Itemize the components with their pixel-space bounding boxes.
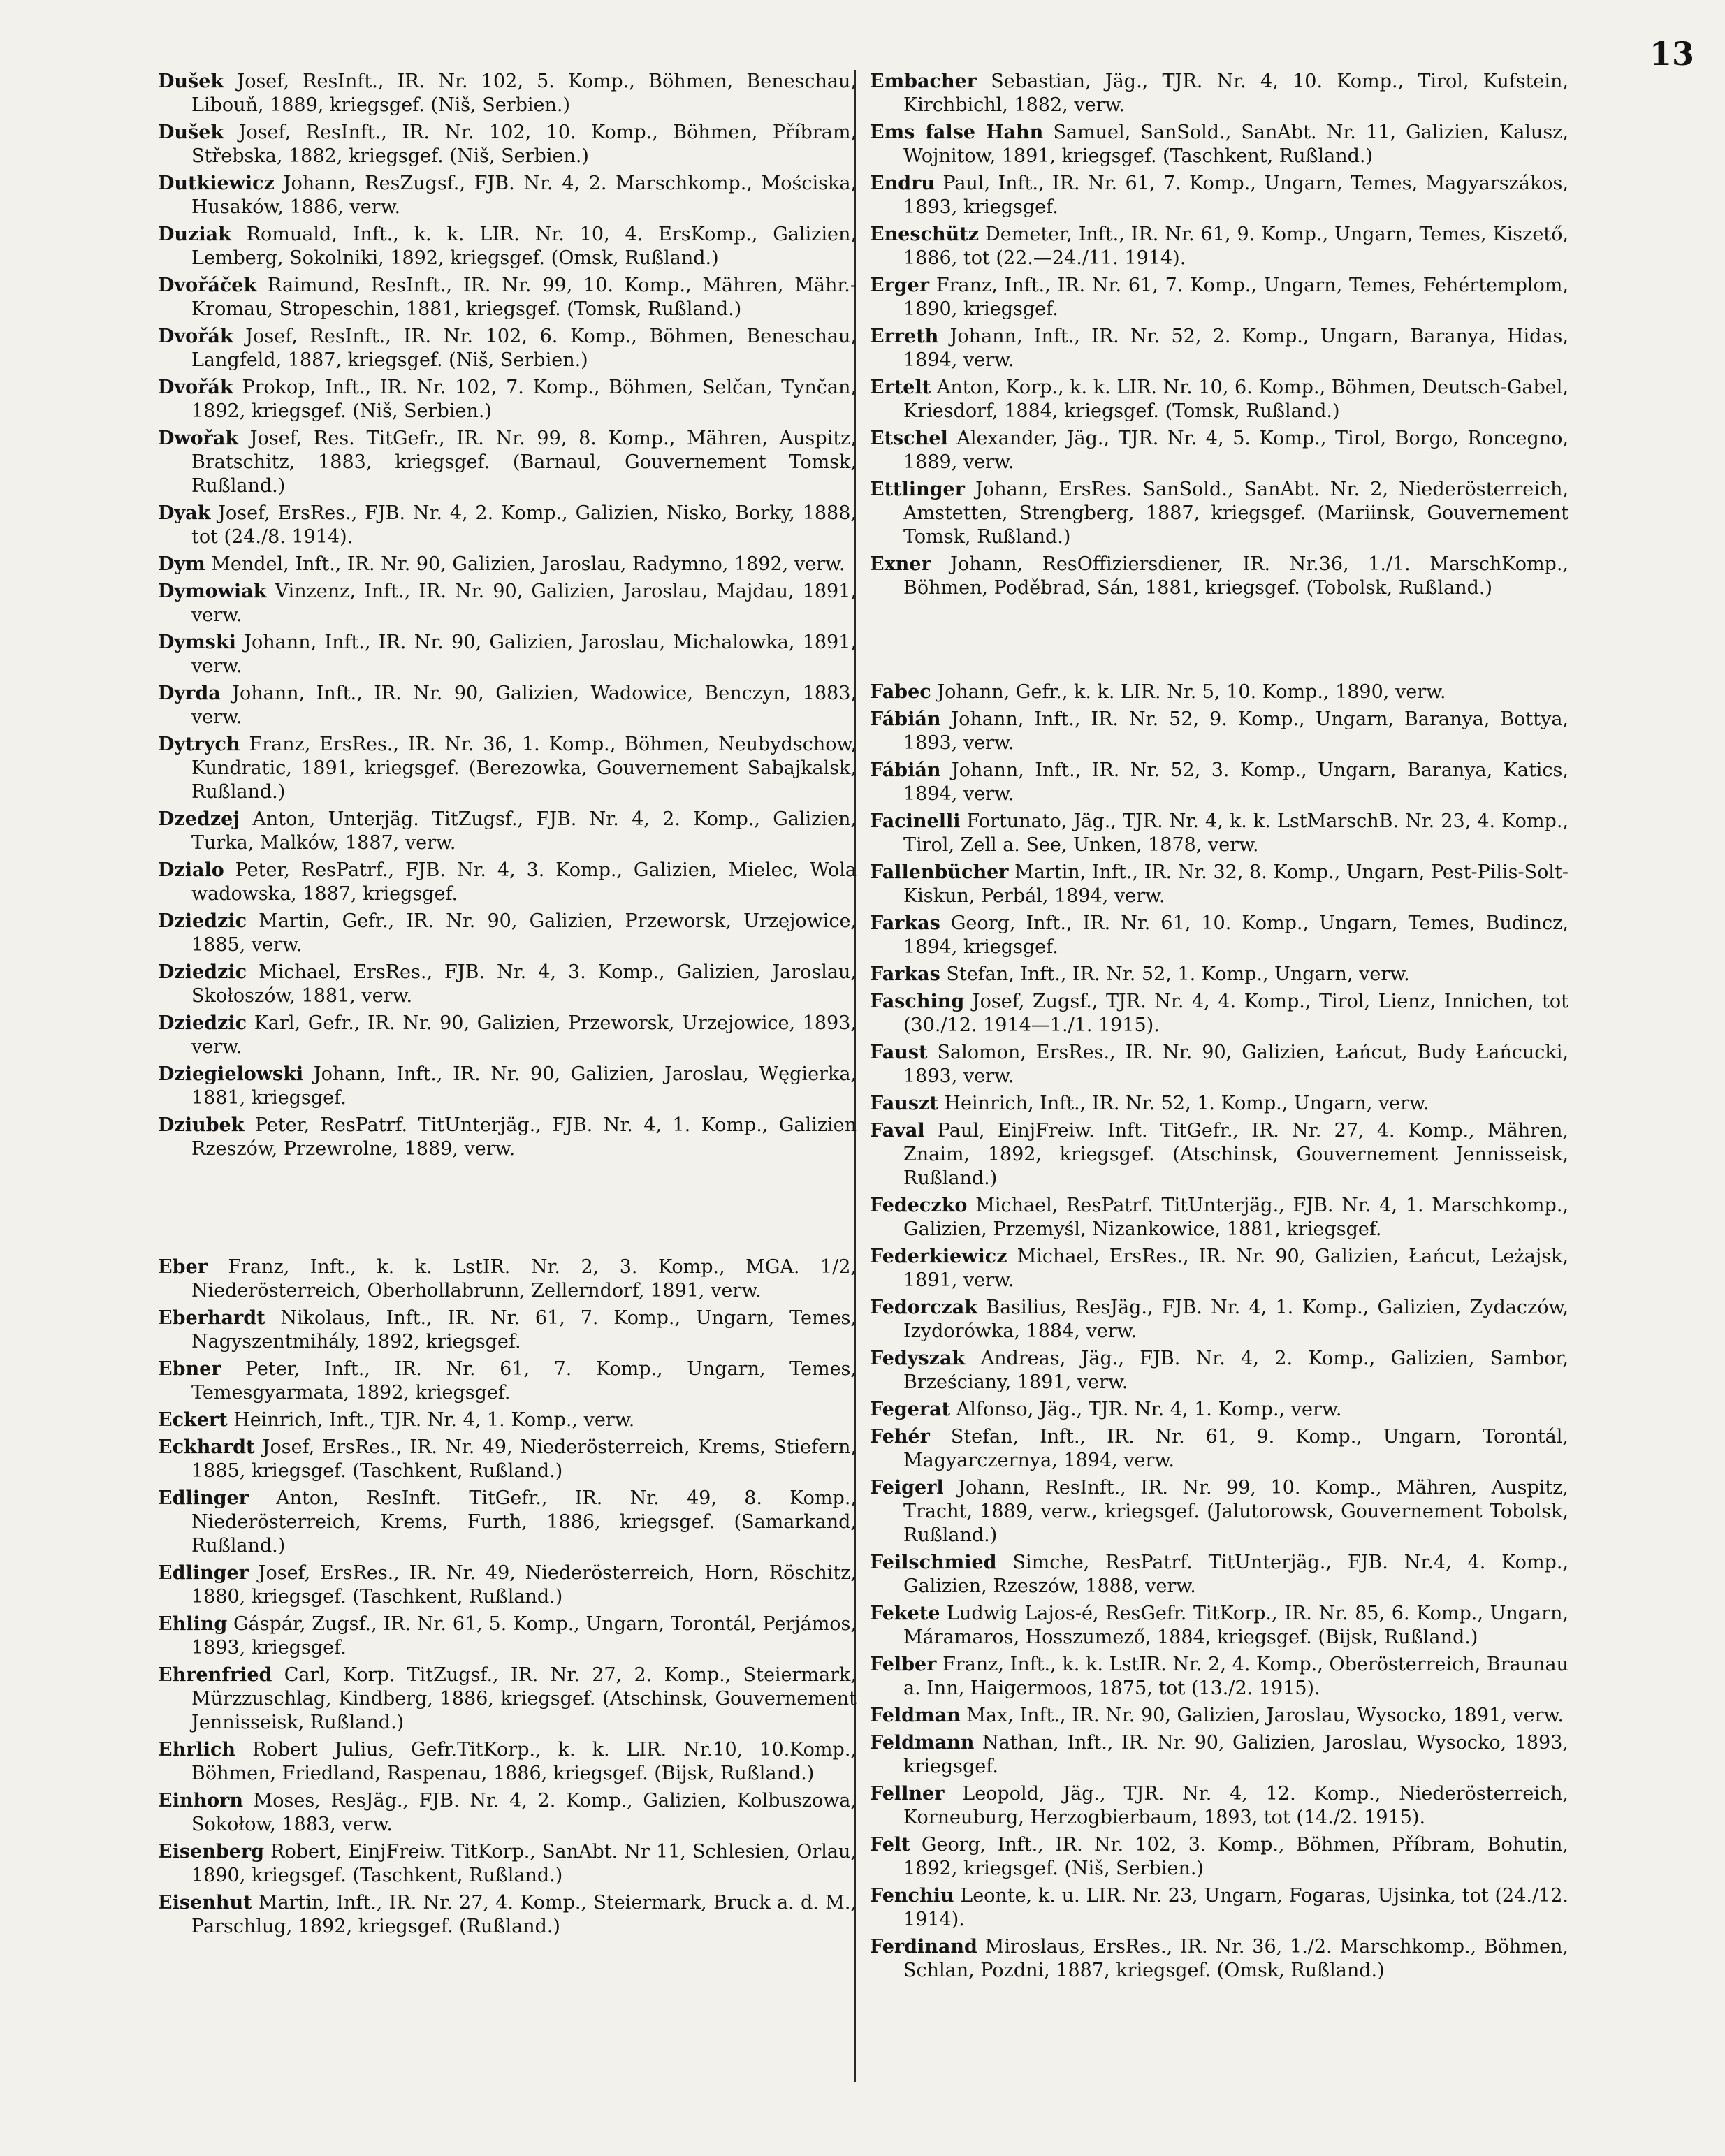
entry-surname: Fasching [870, 991, 965, 1012]
entry-surname: Fedeczko [870, 1195, 968, 1216]
entry-surname: Ferdinand [870, 1936, 977, 1958]
entry-details: Leonte, k. u. LIR. Nr. 23, Ungarn, Fogaras, Ujsinka, tot (24./12. 1914). [903, 1885, 1568, 1930]
entry-surname: Eckert [158, 1409, 228, 1431]
entry-surname: Felt [870, 1834, 910, 1856]
entry-group-e [158, 1255, 857, 1939]
entry-surname: Ertelt [870, 377, 931, 398]
entry-details: Martin, Inft., IR. Nr. 27, 4. Komp., Steiermark, Bruck a. d. M., Parschlug, 1892, kriegsgef. (Rußland.) [191, 1892, 857, 1937]
entry-details: Johann, Inft., IR. Nr. 52, 2. Komp., Ungarn, Baranya, Hidas, 1894, verw. [903, 326, 1568, 371]
entry-surname: Dziedzic [158, 961, 247, 983]
entry-details: Georg, Inft., IR. Nr. 102, 3. Komp., Böhmen, Příbram, Bohutin, 1892, kriegsgef. (Niš, Serbien.) [903, 1834, 1568, 1879]
list-item [158, 1840, 857, 1888]
entry-surname: Dymski [158, 632, 236, 653]
entry-surname: Ehrlich [158, 1739, 236, 1761]
entry-surname: Dušek [158, 122, 224, 143]
entry-surname: Erger [870, 275, 930, 296]
list-item [870, 172, 1568, 219]
list-item [870, 1476, 1568, 1547]
entry-surname: Fedyszak [870, 1348, 966, 1369]
entry-surname: Fallenbücher [870, 861, 1009, 883]
list-item [870, 1884, 1568, 1932]
entry-surname: Eisenhut [158, 1892, 252, 1914]
list-item [870, 70, 1568, 117]
entry-details: Martin, Gefr., IR. Nr. 90, Galizien, Przeworsk, Urzejowice, 1885, verw. [191, 910, 857, 956]
entry-surname: Erreth [870, 326, 939, 347]
entry-surname: Dyak [158, 502, 211, 524]
entry-details: Andreas, Jäg., FJB. Nr. 4, 2. Komp., Galizien, Sambor, Brześciany, 1891, verw. [903, 1348, 1568, 1393]
entry-surname: Ehling [158, 1613, 228, 1635]
entry-details: Martin, Inft., IR. Nr. 32, 8. Komp., Ungarn, Pest-Pilis-Solt-Kiskun, Perbál, 1894, verw. [903, 861, 1568, 907]
entry-details: Peter, Inft., IR. Nr. 61, 7. Komp., Ungarn, Temes, Temesgyarmata, 1892, kriegsgef. [191, 1358, 857, 1404]
entry-surname: Ettlinger [870, 479, 965, 500]
list-item [870, 1551, 1568, 1598]
entry-surname: Ems false Hahn [870, 122, 1044, 143]
entry-surname: Dvořáček [158, 275, 257, 296]
entry-details: Franz, Inft., IR. Nr. 61, 7. Komp., Ungarn, Temes, Fehértemplom, 1890, kriegsgef. [903, 275, 1568, 320]
entry-details: Anton, ResInft. TitGefr., IR. Nr. 49, 8. Komp., Niederösterreich, Krems, Furth, 1886, kriegsgef. (Samarkand, Rußland.) [191, 1487, 857, 1557]
list-item [870, 274, 1568, 321]
list-item [870, 1704, 1568, 1728]
list-item [158, 1663, 857, 1735]
entry-details: Johann, Inft., IR. Nr. 90, Galizien, Wadowice, Benczyn, 1883, verw. [191, 683, 857, 728]
entry-surname: Eber [158, 1256, 208, 1278]
list-item [870, 990, 1568, 1037]
list-item [158, 859, 857, 906]
list-item [870, 912, 1568, 959]
entry-details: Robert, EinjFreiw. TitKorp., SanAbt. Nr 11, Schlesien, Orlau, 1890, kriegsgef. (Taschkent, Rußland.) [191, 1841, 857, 1886]
entry-details: Karl, Gefr., IR. Nr. 90, Galizien, Przeworsk, Urzejowice, 1893, verw. [191, 1012, 857, 1058]
list-item [870, 1398, 1568, 1422]
list-item [870, 1782, 1568, 1830]
entry-group-d [158, 70, 857, 1161]
entry-details: Salomon, ErsRes., IR. Nr. 90, Galizien, Łańcut, Budy Łańcucki, 1893, verw. [903, 1042, 1568, 1087]
entry-details: Max, Inft., IR. Nr. 90, Galizien, Jaroslau, Wysocko, 1891, verw. [960, 1705, 1564, 1726]
list-item [870, 325, 1568, 372]
entry-details: Nikolaus, Inft., IR. Nr. 61, 7. Komp., Ungarn, Temes, Nagyszentmihály, 1892, kriegsgef. [191, 1307, 857, 1353]
entry-surname: Dytrych [158, 734, 240, 755]
entry-details: Josef, ErsRes., FJB. Nr. 4, 2. Komp., Galizien, Nisko, Borky, 1888, tot (24./8. 1914). [191, 502, 857, 548]
list-item [158, 1063, 857, 1110]
list-item [158, 808, 857, 855]
entry-surname: Dym [158, 553, 205, 575]
list-item [158, 121, 857, 168]
entry-surname: Feilschmied [870, 1552, 997, 1573]
list-item [158, 1114, 857, 1161]
entry-surname: Farkas [870, 963, 940, 985]
list-item [158, 1436, 857, 1483]
entry-details: Johann, ResOffiziersdiener, IR. Nr.36, 1./1. MarschKomp., Böhmen, Poděbrad, Sán, 1881, kriegsgef. (Tobolsk, Rußland.) [903, 553, 1568, 599]
list-item [870, 1245, 1568, 1292]
entry-details: Ludwig Lajos-é, ResGefr. TitKorp., IR. Nr. 85, 6. Komp., Ungarn, Máramaros, Hosszumező, 1884, kriegsgef. (Bijsk, Rußland.) [903, 1603, 1568, 1648]
entry-details: Franz, ErsRes., IR. Nr. 36, 1. Komp., Böhmen, Neubydschow, Kundratic, 1891, kriegsgef. (Berezowka, Gouvernement Sabajkalsk, Rußland.) [191, 734, 857, 803]
list-item [158, 1561, 857, 1609]
entry-details: Heinrich, Inft., TJR. Nr. 4, 1. Komp., verw. [227, 1409, 635, 1431]
list-item [870, 223, 1568, 270]
list-item [158, 1408, 857, 1432]
list-item [870, 1731, 1568, 1779]
entry-surname: Ebner [158, 1358, 221, 1380]
list-item [870, 1425, 1568, 1473]
section-gap [158, 1165, 857, 1255]
list-item [158, 1789, 857, 1837]
entry-details: Michael, ErsRes., IR. Nr. 90, Galizien, Łańcut, Leżajsk, 1891, verw. [903, 1246, 1568, 1291]
entry-surname: Exner [870, 553, 931, 575]
entry-surname: Dziegielowski [158, 1063, 304, 1085]
entry-surname: Fedorczak [870, 1297, 977, 1318]
entry-details: Mendel, Inft., IR. Nr. 90, Galizien, Jaroslau, Radymno, 1892, verw. [205, 553, 845, 575]
entry-surname: Eberhardt [158, 1307, 265, 1329]
entry-details: Peter, ResPatrf., FJB. Nr. 4, 3. Komp., Galizien, Mielec, Wola wadowska, 1887, kriegsgef. [191, 859, 857, 905]
entry-details: Moses, ResJäg., FJB. Nr. 4, 2. Komp., Galizien, Kolbuszowa, Sokołow, 1883, verw. [191, 1790, 857, 1835]
list-item [158, 1612, 857, 1660]
entry-details: Paul, Inft., IR. Nr. 61, 7. Komp., Ungarn, Temes, Magyarszákos, 1893, kriegsgef. [903, 173, 1568, 218]
entry-details: Johann, ResInft., IR. Nr. 99, 10. Komp., Mähren, Auspitz, Tracht, 1889, verw., kriegsgef. (Jalutorowsk, Gouvernement Tobolsk, Rußland.) [903, 1477, 1568, 1546]
list-item [158, 1487, 857, 1558]
entry-details: Sebastian, Jäg., TJR. Nr. 4, 10. Komp., Tirol, Kufstein, Kirchbichl, 1882, verw. [903, 71, 1568, 116]
page-number: 13 [1649, 35, 1694, 73]
list-item [870, 1041, 1568, 1088]
entry-details: Johann, Inft., IR. Nr. 52, 3. Komp., Ungarn, Baranya, Katics, 1894, verw. [903, 759, 1568, 805]
entry-details: Alexander, Jäg., TJR. Nr. 4, 5. Komp., Tirol, Borgo, Roncegno, 1889, verw. [903, 428, 1568, 473]
entry-surname: Dzialo [158, 859, 224, 881]
list-item [870, 121, 1568, 168]
list-item [870, 1653, 1568, 1700]
entry-details: Georg, Inft., IR. Nr. 61, 10. Komp., Ungarn, Temes, Budincz, 1894, kriegsgef. [903, 912, 1568, 958]
list-item [158, 172, 857, 219]
list-item [870, 810, 1568, 857]
entry-surname: Dutkiewicz [158, 173, 275, 194]
entry-surname: Feigerl [870, 1477, 944, 1499]
list-item [158, 70, 857, 117]
entry-details: Franz, Inft., k. k. LstIR. Nr. 2, 4. Komp., Oberösterreich, Braunau a. Inn, Haigermoos, 1875, tot (13./2. 1915). [903, 1654, 1568, 1699]
entry-surname: Faust [870, 1042, 928, 1063]
list-item [158, 1255, 857, 1303]
entry-surname: Farkas [870, 912, 940, 934]
entry-details: Johann, Inft., IR. Nr. 90, Galizien, Jaroslau, Michalowka, 1891, verw. [191, 632, 857, 677]
entry-details: Demeter, Inft., IR. Nr. 61, 9. Komp., Ungarn, Temes, Kiszető, 1886, tot (22.—24./11. 1914). [903, 224, 1568, 269]
list-item [158, 553, 857, 576]
entry-surname: Duziak [158, 224, 231, 245]
entry-details: Alfonso, Jäg., TJR. Nr. 4, 1. Komp., verw. [950, 1399, 1342, 1420]
entry-details: Raimund, ResInft., IR. Nr. 99, 10. Komp., Mähren, Mähr.-Kromau, Stropeschin, 1881, kriegsgef. (Tomsk, Rußland.) [191, 275, 857, 320]
entry-surname: Dymowiak [158, 581, 267, 602]
entry-surname: Fábián [870, 759, 941, 781]
right-column [870, 70, 1568, 1986]
entry-surname: Federkiewicz [870, 1246, 1007, 1267]
entry-details: Anton, Unterjäg. TitZugsf., FJB. Nr. 4, 2. Komp., Galizien, Turka, Malków, 1887, verw. [191, 808, 857, 854]
list-item [158, 1738, 857, 1786]
entry-surname: Fauszt [870, 1093, 938, 1114]
list-item [870, 963, 1568, 986]
entry-details: Gáspár, Zugsf., IR. Nr. 61, 5. Komp., Ungarn, Torontál, Perjámos, 1893, kriegsgef. [191, 1613, 857, 1659]
entry-surname: Einhorn [158, 1790, 243, 1812]
entry-details: Stefan, Inft., IR. Nr. 52, 1. Komp., Ungarn, verw. [940, 963, 1410, 985]
entry-surname: Eneschütz [870, 224, 980, 245]
list-item [158, 223, 857, 270]
entry-surname: Dziedzic [158, 910, 247, 932]
entry-details: Michael, ResPatrf. TitUnterjäg., FJB. Nr. 4, 1. Marschkomp., Galizien, Przemyśl, Nizankowice, 1881, kriegsgef. [903, 1195, 1568, 1240]
entry-surname: Fehér [870, 1426, 930, 1448]
entry-surname: Etschel [870, 428, 948, 449]
entry-details: Carl, Korp. TitZugsf., IR. Nr. 27, 2. Komp., Steiermark, Mürzzuschlag, Kindberg, 1886, kriegsgef. (Atschinsk, Gouvernement Jennisseisk, Rußland.) [191, 1664, 857, 1733]
list-item [870, 861, 1568, 908]
entry-details: Johann, Gefr., k. k. LIR. Nr. 5, 10. Komp., 1890, verw. [931, 681, 1446, 703]
entry-surname: Fellner [870, 1783, 945, 1805]
entry-details: Johann, Inft., IR. Nr. 52, 9. Komp., Ungarn, Baranya, Bottya, 1893, verw. [903, 708, 1568, 754]
entry-surname: Edlinger [158, 1487, 249, 1509]
entry-group-e-cont [870, 70, 1568, 600]
entry-details: Peter, ResPatrf. TitUnterjäg., FJB. Nr. 4, 1. Komp., Galizien Rzeszów, Przewrolne, 1889, verw. [191, 1114, 857, 1160]
entry-details: Josef, ResInft., IR. Nr. 102, 6. Komp., Böhmen, Beneschau, Langfeld, 1887, kriegsgef. (Niš, Serbien.) [191, 326, 857, 371]
entry-details: Romuald, Inft., k. k. LIR. Nr. 10, 4. ErsKomp., Galizien, Lemberg, Sokolniki, 1892, kriegsgef. (Omsk, Rußland.) [191, 224, 857, 269]
list-item [870, 1119, 1568, 1190]
entry-details: Basilius, ResJäg., FJB. Nr. 4, 1. Komp., Galizien, Zydaczów, Izydorówka, 1884, verw. [903, 1297, 1568, 1342]
list-item [870, 1935, 1568, 1983]
list-item [158, 427, 857, 498]
entry-surname: Felber [870, 1654, 937, 1675]
entry-surname: Dyrda [158, 683, 221, 704]
entry-group-f [870, 680, 1568, 1983]
entry-surname: Faval [870, 1120, 925, 1142]
entry-details: Josef, Zugsf., TJR. Nr. 4, 4. Komp., Tirol, Lienz, Innichen, tot (30./12. 1914—1./1. 1915). [903, 991, 1568, 1036]
entry-details: Josef, ResInft., IR. Nr. 102, 10. Komp., Böhmen, Příbram, Střebska, 1882, kriegsgef. (Niš, Serbien.) [191, 122, 857, 167]
list-item [870, 1347, 1568, 1394]
list-item [158, 1306, 857, 1354]
list-item [158, 910, 857, 957]
list-item [870, 680, 1568, 704]
entry-details: Miroslaus, ErsRes., IR. Nr. 36, 1./2. Marschkomp., Böhmen, Schlan, Pozdni, 1887, kriegsgef. (Omsk, Rußland.) [903, 1936, 1568, 1981]
entry-surname: Edlinger [158, 1562, 249, 1584]
entry-surname: Dziubek [158, 1114, 245, 1136]
entry-details: Josef, ErsRes., IR. Nr. 49, Niederösterreich, Krems, Stiefern, 1885, kriegsgef. (Taschkent, Rußland.) [191, 1436, 857, 1482]
entry-surname: Dzedzej [158, 808, 240, 830]
entry-surname: Dušek [158, 71, 224, 92]
entry-details: Robert Julius, Gefr.TitKorp., k. k. LIR. Nr.10, 10.Komp., Böhmen, Friedland, Raspenau, 1886, kriegsgef. (Bijsk, Rußland.) [191, 1739, 857, 1784]
entry-details: Franz, Inft., k. k. LstIR. Nr. 2, 3. Komp., MGA. 1/2, Niederösterreich, Oberhollabrunn, Zellerndorf, 1891, verw. [191, 1256, 857, 1302]
list-item [870, 1092, 1568, 1116]
list-item [158, 961, 857, 1008]
entry-surname: Dvořák [158, 377, 233, 398]
entry-details: Josef, Res. TitGefr., IR. Nr. 99, 8. Komp., Mähren, Auspitz, Bratschitz, 1883, kriegsgef. (Barnaul, Gouvernement Tomsk, Rußland.) [191, 428, 857, 497]
list-item [158, 580, 857, 627]
entry-surname: Fekete [870, 1603, 940, 1624]
entry-surname: Eisenberg [158, 1841, 265, 1863]
entry-details: Heinrich, Inft., IR. Nr. 52, 1. Komp., Ungarn, verw. [938, 1093, 1429, 1114]
list-item [158, 1891, 857, 1939]
list-item [158, 274, 857, 321]
list-item [158, 502, 857, 549]
section-gap [870, 604, 1568, 680]
left-column [158, 70, 857, 1942]
entry-details: Fortunato, Jäg., TJR. Nr. 4, k. k. LstMarschB. Nr. 23, 4. Komp., Tirol, Zell a. See, Unken, 1878, verw. [903, 810, 1568, 856]
list-item [158, 1012, 857, 1059]
entry-surname: Endru [870, 173, 935, 194]
list-item [158, 325, 857, 372]
entry-details: Prokop, Inft., IR. Nr. 102, 7. Komp., Böhmen, Selčan, Tynčan, 1892, kriegsgef. (Niš, Serbien.) [191, 377, 857, 422]
list-item [158, 733, 857, 804]
entry-details: Leopold, Jäg., TJR. Nr. 4, 12. Komp., Niederösterreich, Korneuburg, Herzogbierbaum, 1893, tot (14./2. 1915). [903, 1783, 1568, 1828]
list-item [158, 682, 857, 729]
entry-surname: Facinelli [870, 810, 961, 832]
list-item [870, 1602, 1568, 1649]
list-item [870, 759, 1568, 806]
entry-details: Josef, ErsRes., IR. Nr. 49, Niederösterreich, Horn, Röschitz, 1880, kriegsgef. (Taschkent, Rußland.) [191, 1562, 857, 1608]
list-item [870, 427, 1568, 474]
list-item [870, 708, 1568, 755]
entry-details: Paul, EinjFreiw. Inft. TitGefr., IR. Nr. 27, 4. Komp., Mähren, Znaim, 1892, kriegsgef. (Atschinsk, Gouvernement Jennisseisk, Rußland.) [903, 1120, 1568, 1189]
entry-surname: Ehrenfried [158, 1664, 272, 1686]
entry-surname: Feldmann [870, 1732, 975, 1754]
entry-details: Vinzenz, Inft., IR. Nr. 90, Galizien, Jaroslau, Majdau, 1891, verw. [191, 581, 857, 626]
entry-surname: Fenchiu [870, 1885, 954, 1907]
entry-details: Samuel, SanSold., SanAbt. Nr. 11, Galizien, Kalusz, Wojnitow, 1891, kriegsgef. (Taschkent, Rußland.) [903, 122, 1568, 167]
list-item [870, 553, 1568, 600]
entry-surname: Fabec [870, 681, 931, 703]
entry-surname: Embacher [870, 71, 977, 92]
entry-surname: Dvořák [158, 326, 233, 347]
entry-details: Johann, Inft., IR. Nr. 90, Galizien, Jaroslau, Węgierka, 1881, kriegsgef. [191, 1063, 857, 1109]
list-item [158, 631, 857, 678]
entry-details: Nathan, Inft., IR. Nr. 90, Galizien, Jaroslau, Wysocko, 1893, kriegsgef. [903, 1732, 1568, 1777]
entry-details: Johann, ErsRes. SanSold., SanAbt. Nr. 2, Niederösterreich, Amstetten, Strengberg, 1887, kriegsgef. (Mariinsk, Gouvernement Tomsk, Rußland.) [903, 479, 1568, 548]
list-item [870, 1296, 1568, 1343]
list-item [870, 1833, 1568, 1881]
entry-surname: Fegerat [870, 1399, 951, 1420]
entry-surname: Eckhardt [158, 1436, 255, 1458]
entry-surname: Feldman [870, 1705, 961, 1726]
list-item [870, 1194, 1568, 1241]
list-item [158, 376, 857, 423]
entry-details: Simche, ResPatrf. TitUnterjäg., FJB. Nr.4, 4. Komp., Galizien, Rzeszów, 1888, verw. [903, 1552, 1568, 1597]
entry-details: Anton, Korp., k. k. LIR. Nr. 10, 6. Komp., Böhmen, Deutsch-Gabel, Kriesdorf, 1884, kriegsgef. (Tomsk, Rußland.) [903, 377, 1568, 422]
list-item [870, 376, 1568, 423]
entry-surname: Dwořak [158, 428, 239, 449]
entry-details: Josef, ResInft., IR. Nr. 102, 5. Komp., Böhmen, Beneschau, Libouň, 1889, kriegsgef. (Niš, Serbien.) [191, 71, 857, 116]
entry-details: Michael, ErsRes., FJB. Nr. 4, 3. Komp., Galizien, Jaroslau, Skołoszów, 1881, verw. [191, 961, 857, 1007]
entry-details: Stefan, Inft., IR. Nr. 61, 9. Komp., Ungarn, Torontál, Magyarczernya, 1894, verw. [903, 1426, 1568, 1471]
list-item [158, 1357, 857, 1405]
entry-surname: Dziedzic [158, 1012, 247, 1034]
list-item [870, 478, 1568, 549]
entry-surname: Fábián [870, 708, 941, 730]
entry-details: Johann, ResZugsf., FJB. Nr. 4, 2. Marschkomp., Mościska, Husaków, 1886, verw. [191, 173, 857, 218]
